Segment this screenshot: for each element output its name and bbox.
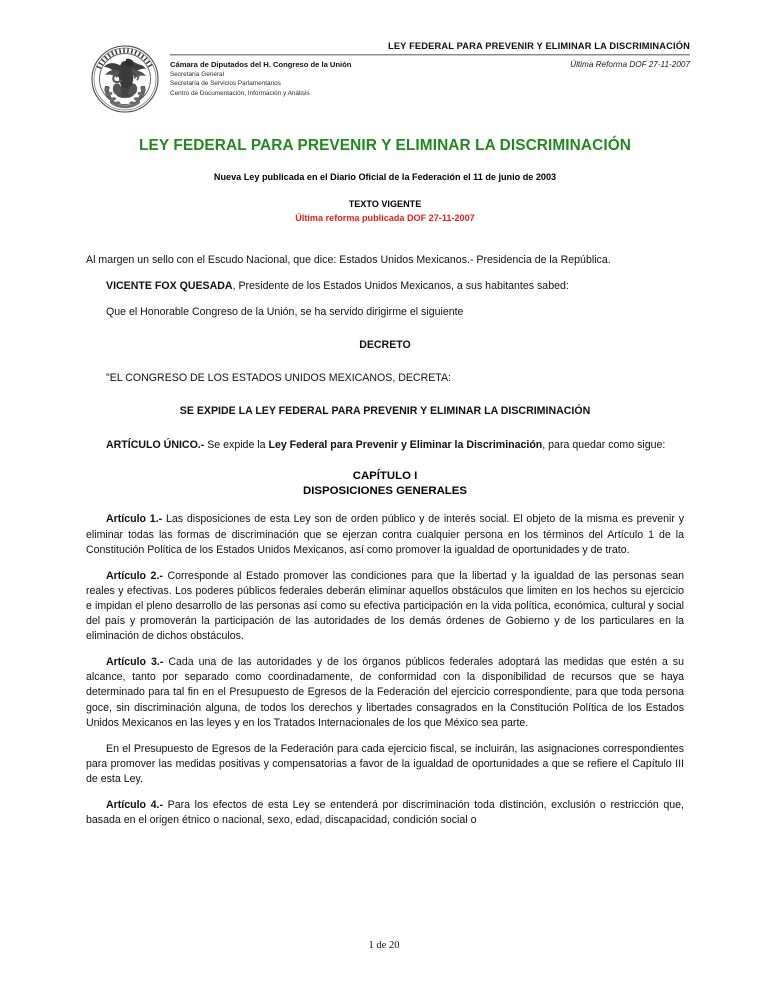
publication-note: Nueva Ley publicada en el Diario Oficial de la Federación el 11 de junio de 2003 xyxy=(213,172,557,182)
articulo-unico-law-name: Ley Federal para Prevenir y Eliminar la Discriminación xyxy=(268,438,543,451)
article-3-label: Artículo 3.- xyxy=(106,656,164,669)
status-badge: TEXTO VIGENTE xyxy=(348,199,422,209)
article-2-text: Corresponde al Estado promover las condiciones para que la libertad y la igualdad de las personas sean reales y efectivas. Los poderes públicos federales deberán eliminar aquellos obstáculos que limiten en los hechos su ejercicio e impidan el pleno desarrollo de las personas así como su efectiva participación en la vida política, económica, cultural y social del país y promoverán la participación de las autoridades de los demás órdenes de Gobierno y de los particulares en la eliminación de dichos obstáculos. xyxy=(86,569,685,643)
chapter-name: DISPOSICIONES GENERALES xyxy=(303,485,467,498)
header-divider xyxy=(170,54,690,56)
article-1 xyxy=(86,512,684,557)
header-organization-block xyxy=(170,60,351,98)
title-block xyxy=(86,136,684,225)
article-1-text: Las disposiciones de esta Ley son de orden público y de interés social. El objeto de la misma es prevenir y eliminar todas las formas de discriminación que se ejerzan contra cualquier persona en los términos del Artículo 1 de la Constitución Política de los Estados Unidos Mexicanos, así como promover la igualdad de oportunidades y de trato. xyxy=(86,513,685,556)
article-4-text: Para los efectos de esta Ley se entenderá por discriminación toda distinción, exclusión o restricción que, basada en el origen étnico o nacional, sexo, edad, discapacidad, condición social o xyxy=(86,798,684,827)
se-expide-heading: SE EXPIDE LA LEY FEDERAL PARA PREVENIR Y ELIMINAR LA DISCRIMINACIÓN xyxy=(179,405,591,418)
article-1-label: Artículo 1.- xyxy=(106,513,163,526)
chapter-number: CAPÍTULO I xyxy=(352,469,418,482)
president-rest: , Presidente de los Estados Unidos Mexicanos, a sus habitantes sabed: xyxy=(232,280,569,293)
page-title: LEY FEDERAL PARA PREVENIR Y ELIMINAR LA DISCRIMINACIÓN xyxy=(139,137,631,154)
president-name: VICENTE FOX QUESADA xyxy=(106,280,233,293)
document-header xyxy=(86,40,690,118)
articulo-unico-label: ARTÍCULO ÚNICO.- xyxy=(106,438,205,451)
page-number: 1 de 20 xyxy=(368,940,400,951)
article-4 xyxy=(86,798,684,828)
president-paragraph xyxy=(86,279,684,294)
header-last-reform: Última Reforma DOF 27-11-2007 xyxy=(570,60,690,69)
congress-line: Que el Honorable Congreso de la Unión, se ha servido dirigirme el siguiente xyxy=(106,306,464,319)
articulo-unico-paragraph xyxy=(86,438,684,453)
articulo-unico-end: , para quedar como sigue: xyxy=(542,438,666,451)
article-4-label: Artículo 4.- xyxy=(106,798,164,811)
article-3 xyxy=(86,655,684,730)
header-text-block xyxy=(170,40,690,104)
preamble-paragraph: Al margen un sello con el Escudo Nacional, que dice: Estados Unidos Mexicanos.- Presidencia de la República. xyxy=(86,254,611,266)
article-2-label: Artículo 2.- xyxy=(106,569,163,582)
header-organization-name: Cámara de Diputados del H. Congreso de la Unión xyxy=(170,60,352,69)
article-2 xyxy=(86,569,684,644)
document-footer xyxy=(0,935,768,953)
header-law-title: LEY FEDERAL PARA PREVENIR Y ELIMINAR LA DISCRIMINACIÓN xyxy=(387,41,690,51)
last-reform-note: Última reforma publicada DOF 27-11-2007 xyxy=(295,213,475,223)
decreto-heading: DECRETO xyxy=(359,339,411,352)
header-org-line-1: Secretaría General xyxy=(170,71,224,78)
mexican-coat-of-arms-seal-icon xyxy=(86,42,164,116)
chapter-heading xyxy=(86,469,684,500)
article-3-second-paragraph: En el Presupuesto de Egresos de la Federación para cada ejercicio fiscal, se incluirán, las asignaciones correspondientes para promover las medidas positivas y compensatorias a favor de la igualdad de oportunidades a que se refiere el Capítulo III de esta Ley. xyxy=(86,742,684,785)
congress-decreta: "EL CONGRESO DE LOS ESTADOS UNIDOS MEXICANOS, DECRETA: xyxy=(106,372,451,385)
articulo-unico-mid: Se expide la xyxy=(204,438,269,451)
header-org-line-3: Centro de Documentación, Información y Análisis xyxy=(170,89,310,97)
header-org-line-2: Secretaría de Servicios Parlamentarios xyxy=(170,80,281,88)
document-body xyxy=(86,253,684,839)
article-3-text: Cada una de las autoridades y de los órganos públicos federales adoptará las medidas que estén a su alcance, tanto por separado como coordinadamente, de conformidad con la disponibilidad de recursos que se haya determinado para tal fin en el Presupuesto de Egresos de la Federación del ejercicio correspondiente, para que toda persona goce, sin discriminación alguna, de todos los derechos y libertades consagrados en la Constitución Política de los Estados Unidos Mexicanos en las leyes y en los Tratados Internacionales de los que México sea parte. xyxy=(86,656,684,729)
